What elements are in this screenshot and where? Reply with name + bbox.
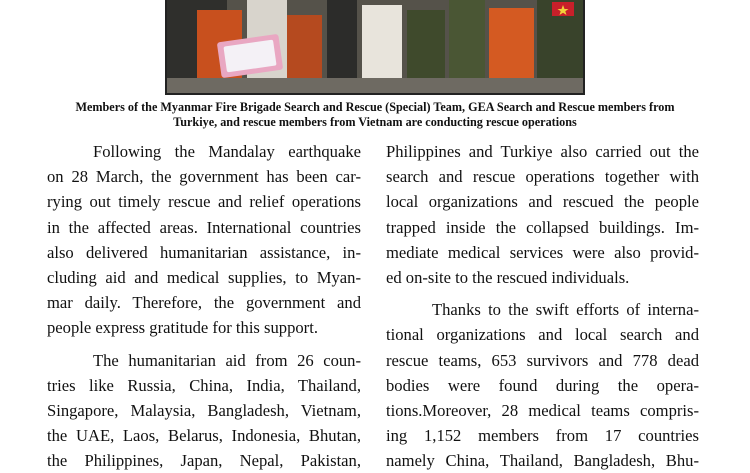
text-line: Following the Mandalay earthquake	[93, 142, 361, 161]
text-line: mar daily. Therefore, the government and	[47, 293, 361, 313]
text-line: on 28 March, the government has been car-	[47, 167, 361, 187]
caption-line-1: Members of the Myanmar Fire Brigade Search and Rescue (Special) Team, GEA Search and Rescue members from	[75, 100, 675, 114]
article-column-left	[47, 139, 361, 473]
text-line: search and rescue operations together with	[386, 167, 699, 187]
text-line: the UAE, Laos, Belarus, Indonesia, Bhutan,	[47, 426, 361, 446]
text-line: tries like Russia, China, India, Thailand,	[47, 375, 361, 395]
paragraph-gap	[386, 290, 699, 297]
text-line: tional organizations and local search and	[386, 325, 699, 345]
text-line: Thanks to the swift efforts of interna-	[432, 300, 699, 320]
text-line: bodies were found during the opera-	[386, 375, 699, 395]
caption-line-2: Turkiye, and rescue members from Vietnam are conducting rescue operations	[173, 115, 577, 129]
text-line: local organizations and rescued the people	[386, 192, 699, 212]
text-line: people express gratitude for this support.	[47, 318, 318, 338]
text-line: Philippines and Turkiye also carried out the	[386, 142, 699, 161]
text-line: ed on-site to the rescued individuals.	[386, 267, 630, 287]
text-line: trapped inside the collapsed buildings. Im-	[386, 217, 699, 237]
text-line: rescue teams, 653 survivors and 778 dead	[386, 350, 699, 370]
photo-caption	[40, 100, 710, 130]
text-line: also delivered humanitarian assistance, in-	[47, 242, 361, 262]
text-line: Singapore, Malaysia, Bangladesh, Vietnam,	[47, 400, 361, 420]
text-line: the Philippines, Japan, Nepal, Pakistan,	[47, 451, 361, 471]
text-line: namely China, Thailand, Bangladesh, Bhu-	[386, 451, 699, 471]
article-column-right	[386, 139, 699, 473]
rescue-team-photo	[165, 0, 585, 95]
text-line: mediate medical services were also provid-	[386, 242, 699, 262]
photo-illustration	[167, 0, 585, 95]
paragraph-gap	[47, 341, 361, 348]
text-line: ing 1,152 members from 17 countries	[386, 426, 699, 446]
text-line: tions.Moreover, 28 medical teams compris-	[386, 400, 699, 420]
text-line: cluding aid and medical supplies, to Myan-	[47, 267, 361, 287]
text-line: rying out timely rescue and relief operations	[47, 192, 361, 212]
text-line: in the affected areas. International countries	[47, 217, 361, 237]
text-line: The humanitarian aid from 26 coun-	[93, 350, 361, 370]
